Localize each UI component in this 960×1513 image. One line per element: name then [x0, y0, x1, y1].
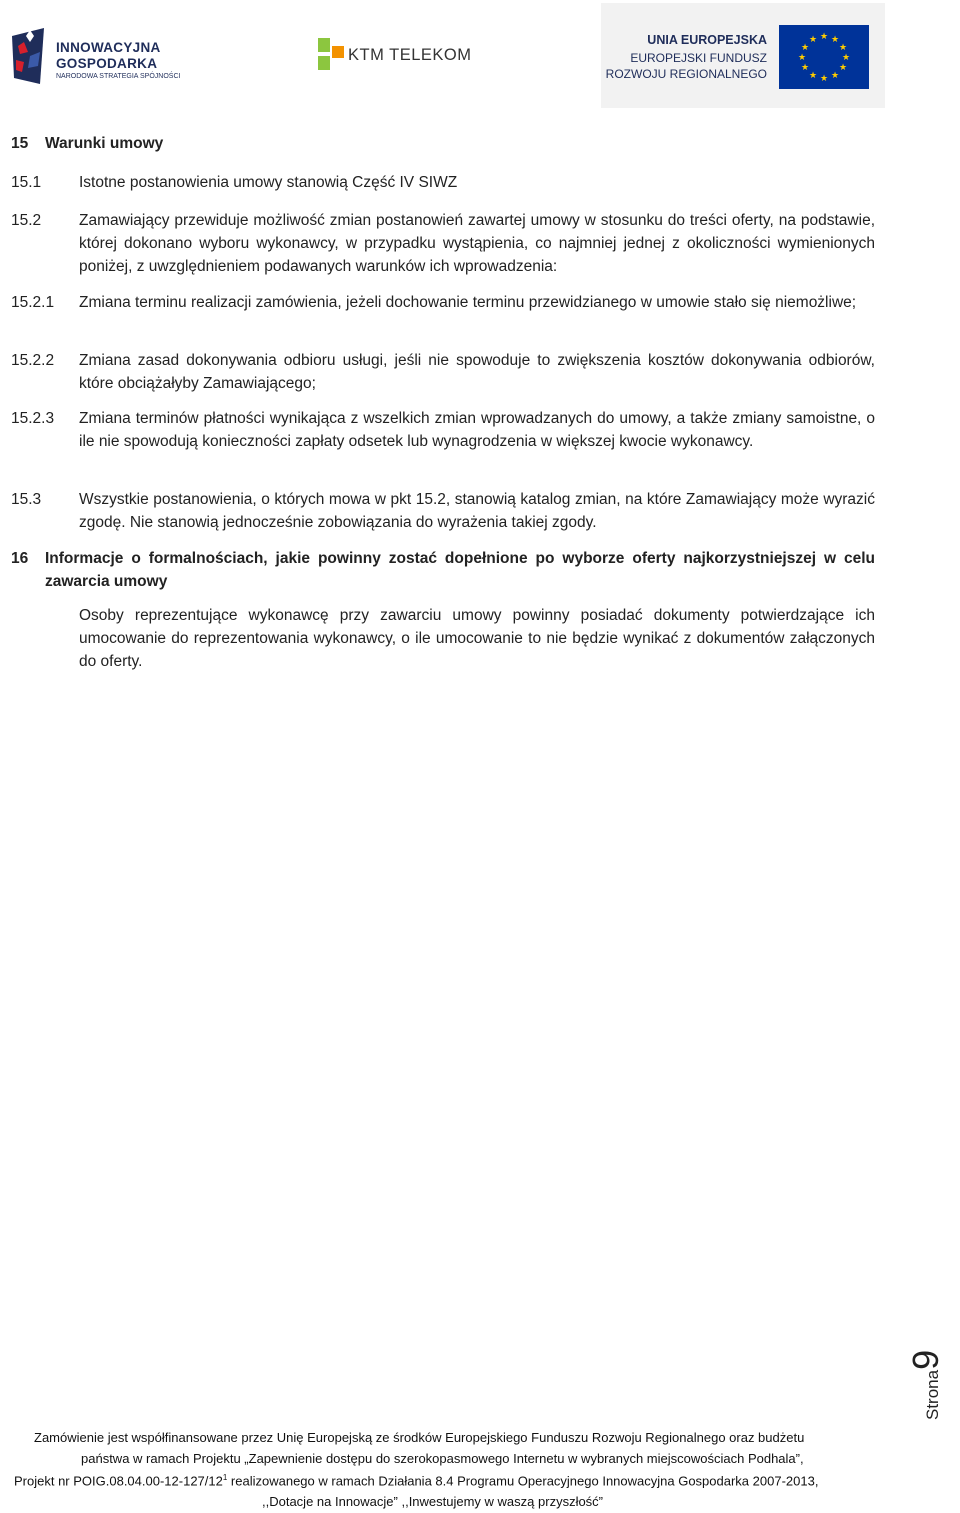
logo-ig-line1: INNOWACYJNA	[56, 40, 161, 55]
svg-text:★: ★	[841, 53, 851, 63]
section-15-2-2-number: 15.2.2	[11, 352, 55, 369]
logo-unia-europejska	[601, 3, 885, 108]
section-15-2-2-text: Zmiana zasad dokonywania odbioru usługi, jeśli nie spowoduje to zwiększenia kosztów dokonywania odbiorów, które obciążałyby Zamawiającego;	[79, 352, 875, 392]
section-16-number: 16	[11, 550, 29, 567]
section-16-body: Osoby reprezentujące wykonawcę przy zawarciu umowy powinny posiadać dokumenty potwierdzające ich umocowanie do reprezentowania wykonawcy, o ile umocowanie to nie będzie wynikać z dokumentów załączonych do oferty.	[79, 607, 875, 670]
section-15-number: 15	[11, 135, 29, 152]
svg-text:★: ★	[819, 32, 829, 42]
svg-text:★: ★	[800, 43, 810, 53]
section-16-title: Informacje o formalnościach, jakie powinny zostać dopełnione po wyborze oferty najkorzystniejszej w celu zawarcia umowy	[45, 550, 875, 590]
svg-text:★: ★	[830, 35, 840, 45]
svg-text:★: ★	[819, 74, 829, 84]
footer-line-3-sup: 1	[222, 1473, 228, 1482]
section-15-1-number: 15.1	[11, 174, 42, 191]
footer-line-1: Zamówienie jest współfinansowane przez Unię Europejską ze środków Europejskiego Funduszu Rozwoju Regionalnego oraz budżetu	[34, 1430, 805, 1445]
logo-ktm-telekom	[318, 38, 498, 74]
section-15-2-1-number: 15.2.1	[11, 294, 55, 311]
logo-ue-line3: ROZWOJU REGIONALNEGO	[605, 67, 767, 81]
svg-text:★: ★	[838, 63, 848, 73]
page-number-value: 9	[905, 1349, 946, 1370]
logo-ue-line2: EUROPEJSKI FUNDUSZ	[630, 51, 767, 65]
footer-line-3b: realizowanego w ramach Działania 8.4 Programu Operacyjnego Innowacyjna Gospodarka 2007-2013,	[227, 1473, 819, 1489]
page-number	[905, 1340, 960, 1420]
svg-text:★: ★	[830, 71, 840, 81]
innowacyjna-gospodarka-emblem-icon	[10, 26, 50, 86]
svg-text:★: ★	[800, 63, 810, 73]
section-15-2-1-text: Zmiana terminu realizacji zamówienia, jeżeli dochowanie terminu przewidzianego w umowie stało się niemożliwe;	[79, 294, 857, 311]
section-15-3-number: 15.3	[11, 491, 42, 508]
section-15-title: Warunki umowy	[45, 135, 164, 152]
logo-ig-line3: NARODOWA STRATEGIA SPÓJNOŚCI	[56, 73, 181, 80]
section-15-2-3-text: Zmiana terminów płatności wynikająca z wszelkich zmian wprowadzanych do umowy, a także zmiany samoistne, o ile nie spowodują konieczności zapłaty odsetek lub wynagrodzenia w większej kwocie wykonawcy.	[79, 410, 875, 450]
logo-ig-line2: GOSPODARKA	[56, 56, 158, 71]
ktm-mark-icon	[318, 38, 344, 72]
section-15-2-text: Zamawiający przewiduje możliwość zmian postanowień zawartej umowy w stosunku do treści oferty, na podstawie, której dokonano wyboru wykonawcy, w przypadku wystąpienia, co najmniej jednej z okoliczności wymienionych poniżej, z uwzględnieniem podawanych warunków ich wprowadzenia:	[79, 212, 875, 275]
logo-innowacyjna-gospodarka	[10, 26, 190, 88]
logo-ktm-text: KTM TELEKOM	[348, 46, 472, 64]
footer-line-3a: Projekt nr POIG.08.04.00-12-127/12	[14, 1473, 223, 1489]
section-15-2-number: 15.2	[11, 212, 42, 229]
eu-flag-icon	[779, 25, 869, 89]
footer-line-4: ,,Dotacje na Innowacje” ,,Inwestujemy w waszą przyszłość”	[262, 1494, 604, 1509]
section-15-3-text: Wszystkie postanowienia, o których mowa w pkt 15.2, stanowią katalog zmian, na które Zamawiający może wyrazić zgodę. Nie stanowią jednocześnie zobowiązania do wyrażenia takiej zgody.	[79, 491, 875, 531]
svg-text:★: ★	[838, 43, 848, 53]
svg-text:★: ★	[797, 53, 807, 63]
footer-line-2: państwa w ramach Projektu „Zapewnienie dostępu do szerokopasmowego Internetu w wybranych miejscowościach Podhala”,	[81, 1451, 804, 1466]
svg-text:★: ★	[808, 71, 818, 81]
svg-text:★: ★	[808, 35, 818, 45]
section-15-1-text: Istotne postanowienia umowy stanowią Część IV SIWZ	[79, 174, 458, 191]
section-15-2-3-number: 15.2.3	[11, 410, 55, 427]
page-number-label: Strona	[923, 1369, 942, 1420]
logo-ue-line1: UNIA EUROPEJSKA	[647, 33, 767, 47]
footer-line-3	[14, 1473, 818, 1488]
